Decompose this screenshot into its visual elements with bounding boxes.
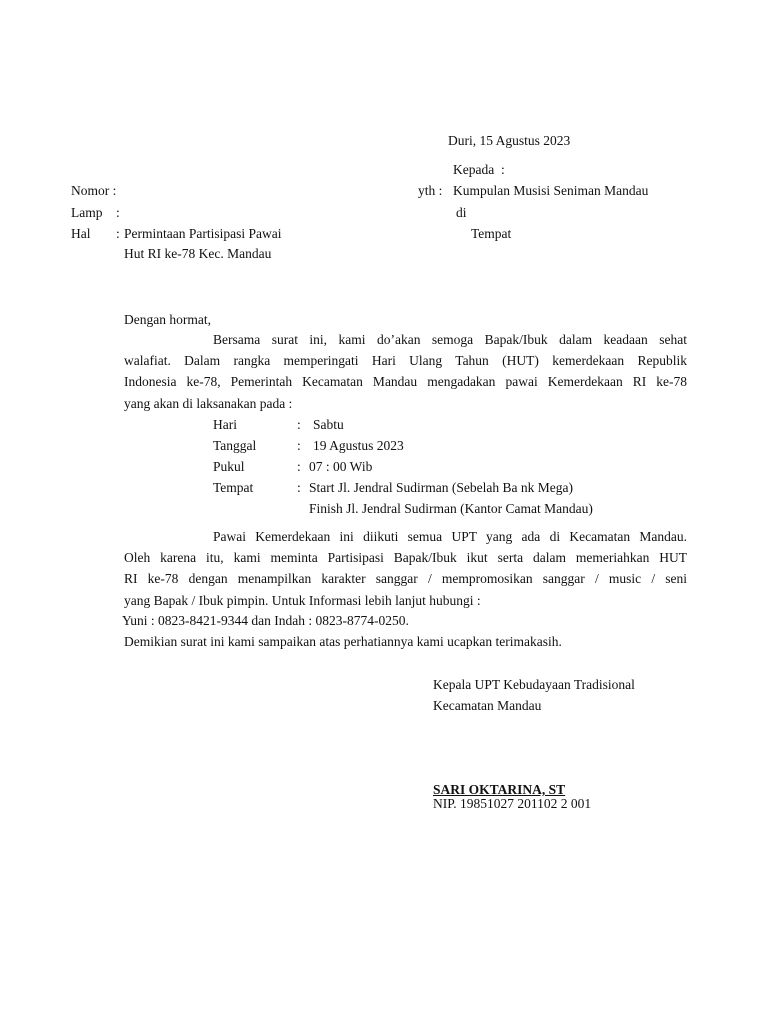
para1-line3: Indonesia ke-78, Pemerintah Kecamatan Mandau mengadakan pawai Kemerdekaan RI ke-78 [124, 374, 687, 389]
kepada-line [453, 162, 505, 178]
schedule-value-hari: Sabtu [313, 417, 344, 432]
schedule-value-pukul: 07 : 00 Wib [309, 459, 373, 474]
hal-colon: : [116, 226, 120, 241]
para1-last: yang akan di laksanakan pada : [124, 396, 293, 411]
nomor-line: Nomor : [71, 183, 117, 198]
signature-title-line2: Kecamatan Mandau [433, 698, 542, 713]
contacts: Yuni : 0823-8421-9344 dan Indah : 0823-8774-0250. [122, 613, 409, 628]
para2-line1: Pawai Kemerdekaan ini diikuti semua UPT yang ada di Kecamatan Mandau. [213, 529, 687, 544]
nomor-label: Nomor [71, 183, 110, 198]
para1-line2: walafiat. Dalam rangka memperingati Hari Ulang Tahun (HUT) kemerdekaan Republik [124, 353, 687, 368]
schedule-label-tempat: Tempat [213, 480, 254, 495]
schedule-label-hari: Hari [213, 417, 237, 432]
closing: Demikian surat ini kami sampaikan atas perhatiannya kami ucapkan terimakasih. [124, 634, 562, 649]
yth-label: yth : [418, 183, 443, 198]
signatory-nip: NIP. 19851027 201102 2 001 [433, 796, 592, 811]
para2-line2: Oleh karena itu, kami meminta Partisipasi Bapak/Ibuk ikut serta dalam memeriahkan HUT [124, 550, 687, 565]
schedule-colon: : [297, 459, 301, 474]
di-label: di [456, 205, 467, 220]
para2-last: yang Bapak / Ibuk pimpin. Untuk Informasi lebih lanjut hubungi : [124, 593, 481, 608]
greeting: Dengan hormat, [124, 312, 211, 327]
kepada-label: Kepada [453, 162, 495, 177]
signatory-name: SARI OKTARINA, ST [433, 782, 566, 797]
recipient: Kumpulan Musisi Seniman Mandau [453, 183, 649, 198]
schedule-colon: : [297, 438, 301, 453]
schedule-colon: : [297, 480, 301, 495]
hal-label: Hal [71, 226, 91, 241]
lamp-colon: : [116, 205, 120, 220]
schedule-value-tanggal: 19 Agustus 2023 [313, 438, 404, 453]
schedule-value-tempat: Start Jl. Jendral Sudirman (Sebelah Ba nk Mega) [309, 480, 573, 495]
hal-line2: Hut RI ke-78 Kec. Mandau [124, 246, 272, 261]
para1-line1: Bersama surat ini, kami do’akan semoga Bapak/Ibuk dalam keadaan sehat [213, 332, 687, 347]
place-date: Duri, 15 Agustus 2023 [448, 133, 571, 148]
signature-title-line1: Kepala UPT Kebudayaan Tradisional [433, 677, 635, 692]
para2-line3: RI ke-78 dengan menampilkan karakter sanggar / mempromosikan sanggar / music / seni [124, 571, 687, 586]
lamp-label: Lamp [71, 205, 103, 220]
schedule-colon: : [297, 417, 301, 432]
schedule-label-pukul: Pukul [213, 459, 245, 474]
kepada-colon: : [494, 162, 505, 177]
hal-line1: Permintaan Partisipasi Pawai [124, 226, 282, 241]
tempat-label: Tempat [471, 226, 512, 241]
schedule-finish: Finish Jl. Jendral Sudirman (Kantor Camat Mandau) [309, 501, 593, 516]
schedule-label-tanggal: Tanggal [213, 438, 257, 453]
